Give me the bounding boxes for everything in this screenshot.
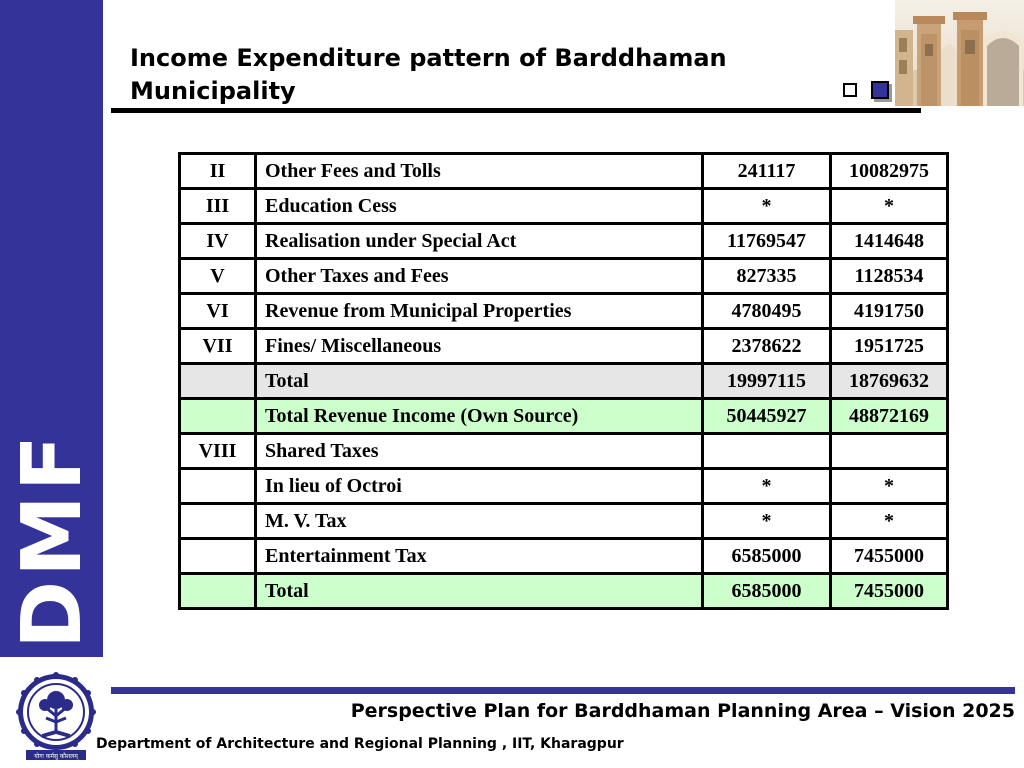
row-value-2: 1128534 [831, 259, 948, 294]
row-value-2: 1951725 [831, 329, 948, 364]
iit-kharagpur-logo-icon [14, 672, 98, 760]
table-row [180, 329, 948, 364]
row-item: Entertainment Tax [256, 539, 703, 574]
table-row [180, 224, 948, 259]
row-item: Other Fees and Tolls [256, 154, 703, 189]
table-row [180, 434, 948, 469]
row-item: Other Taxes and Fees [256, 259, 703, 294]
row-value-2: 48872169 [831, 399, 948, 434]
row-value-1: * [703, 469, 831, 504]
square-icon [843, 83, 857, 97]
table-row [180, 154, 948, 189]
table-row-highlight [180, 399, 948, 434]
row-item: Shared Taxes [256, 434, 703, 469]
dmf-logo-text: DMF [5, 431, 100, 649]
row-item: Total [256, 574, 703, 609]
row-number [180, 469, 256, 504]
page-title [130, 42, 810, 108]
row-number: II [180, 154, 256, 189]
row-value-1: 241117 [703, 154, 831, 189]
table-row [180, 469, 948, 504]
row-value-2: 18769632 [831, 364, 948, 399]
row-value-1: * [703, 504, 831, 539]
row-item: Total Revenue Income (Own Source) [256, 399, 703, 434]
row-value-2: 1414648 [831, 224, 948, 259]
row-number: III [180, 189, 256, 224]
table-row [180, 504, 948, 539]
row-value-1: 19997115 [703, 364, 831, 399]
row-value-2: 10082975 [831, 154, 948, 189]
logo-motto: योगः कर्मसु कौशलम् [34, 753, 78, 760]
row-value-1: 6585000 [703, 574, 831, 609]
row-item: Realisation under Special Act [256, 224, 703, 259]
table-row [180, 294, 948, 329]
row-value-2: 7455000 [831, 574, 948, 609]
row-item: M. V. Tax [256, 504, 703, 539]
row-value-2: 4191750 [831, 294, 948, 329]
footer-department: Department of Architecture and Regional Planning , IIT, Kharagpur [96, 736, 624, 752]
row-number [180, 504, 256, 539]
row-value-2: 7455000 [831, 539, 948, 574]
row-number [180, 364, 256, 399]
sidebar-band [0, 0, 103, 657]
page-title-line-2: Municipality [130, 77, 296, 105]
table-row-highlight [180, 574, 948, 609]
row-item: Total [256, 364, 703, 399]
table-row [180, 259, 948, 294]
row-value-2 [831, 434, 948, 469]
row-value-1 [703, 434, 831, 469]
row-number: V [180, 259, 256, 294]
income-expenditure-table [178, 152, 949, 610]
row-value-2: * [831, 189, 948, 224]
row-item: Education Cess [256, 189, 703, 224]
row-item: In lieu of Octroi [256, 469, 703, 504]
heritage-gate-photo [895, 0, 1024, 106]
filled-square-icon [871, 81, 889, 99]
row-number [180, 399, 256, 434]
row-number: IV [180, 224, 256, 259]
footer-divider [111, 687, 1015, 694]
table-row [180, 189, 948, 224]
title-divider [111, 108, 921, 113]
row-value-1: 2378622 [703, 329, 831, 364]
row-item: Fines/ Miscellaneous [256, 329, 703, 364]
row-value-1: * [703, 189, 831, 224]
row-number: VIII [180, 434, 256, 469]
row-number: VI [180, 294, 256, 329]
page-title-line-1: Income Expenditure pattern of Barddhaman [130, 44, 727, 72]
row-value-1: 11769547 [703, 224, 831, 259]
row-number [180, 574, 256, 609]
row-item: Revenue from Municipal Properties [256, 294, 703, 329]
row-value-1: 50445927 [703, 399, 831, 434]
table-row [180, 539, 948, 574]
row-value-1: 4780495 [703, 294, 831, 329]
row-value-2: * [831, 469, 948, 504]
row-number [180, 539, 256, 574]
row-value-1: 827335 [703, 259, 831, 294]
row-number: VII [180, 329, 256, 364]
table-row-total [180, 364, 948, 399]
row-value-2: * [831, 504, 948, 539]
row-value-1: 6585000 [703, 539, 831, 574]
footer-title: Perspective Plan for Barddhaman Planning Area – Vision 2025 [350, 700, 1015, 722]
